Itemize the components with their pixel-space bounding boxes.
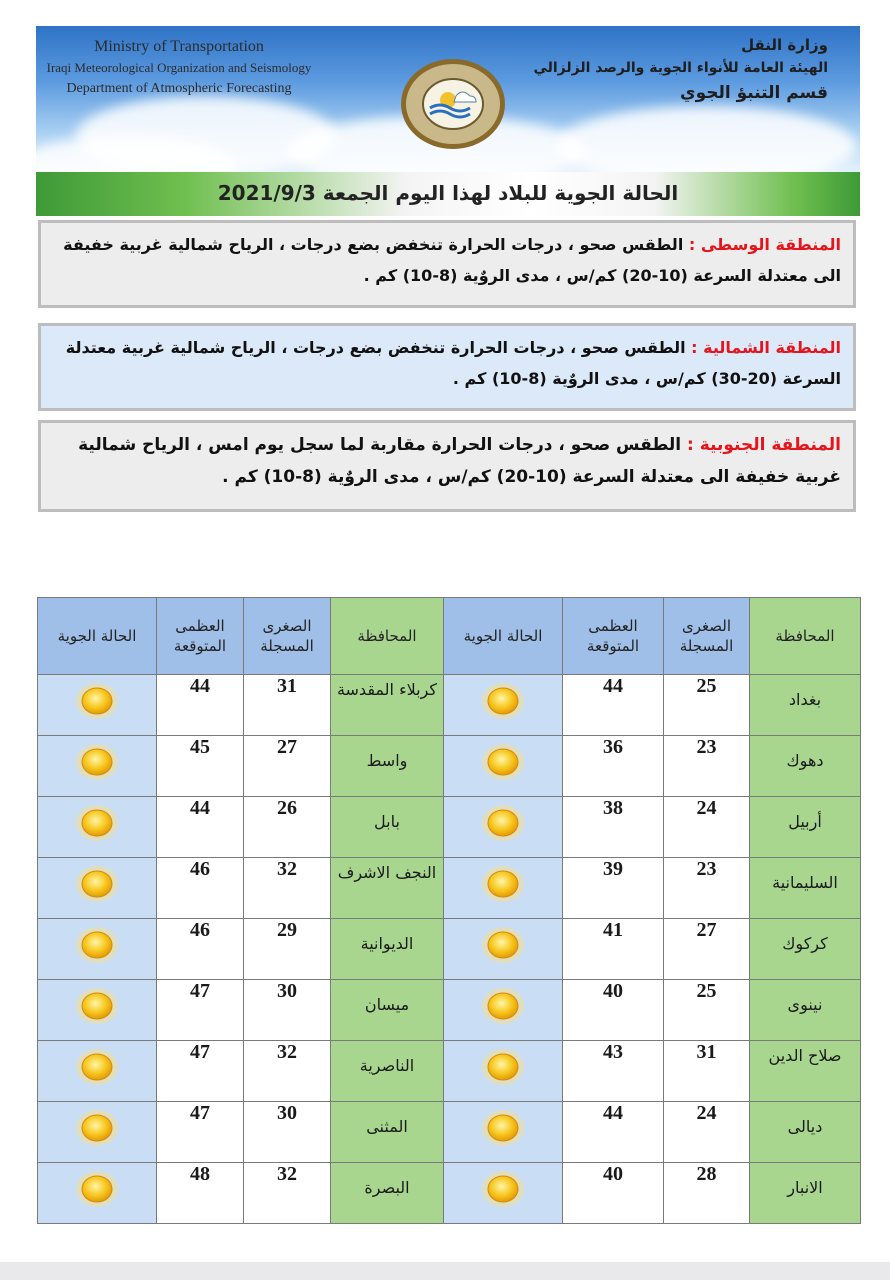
table-row xyxy=(38,675,861,736)
province-cell xyxy=(331,1102,444,1163)
header-max: العظمى المتوقعة xyxy=(563,598,664,675)
sun-icon xyxy=(480,742,526,782)
condition-cell xyxy=(444,858,563,919)
province-name: بابل xyxy=(374,812,400,831)
min-temp-cell: 27 xyxy=(664,919,750,980)
max-temp-cell: 41 xyxy=(563,919,664,980)
condition-cell xyxy=(38,1163,157,1224)
max-temp-cell: 47 xyxy=(157,980,244,1041)
max-temp-cell: 40 xyxy=(563,980,664,1041)
max-temp-cell: 44 xyxy=(157,797,244,858)
province-name: الناصرية xyxy=(359,1056,415,1075)
header-condition: الحالة الجوية xyxy=(38,598,157,675)
sun-icon xyxy=(480,986,526,1026)
sun-icon xyxy=(74,864,120,904)
sun-icon xyxy=(74,1108,120,1148)
province-name: بغداد xyxy=(788,690,822,709)
department-name-ar: قسم التنبؤ الجوي xyxy=(680,83,828,103)
header-min: الصغرى المسجلة xyxy=(244,598,331,675)
province-name: الديوانية xyxy=(360,934,414,953)
header-province: المحافظة xyxy=(750,598,861,675)
province-cell xyxy=(331,797,444,858)
min-temp-cell: 28 xyxy=(664,1163,750,1224)
region-south-text: الطقس صحو ، درجات الحرارة مقاربة لما سجل يوم امس ، الرياح شمالية غربية خفيفة الى معتدلة السرعة (10-20) كم/س ، مدى الروٌية (8-10) كم . xyxy=(78,435,841,487)
province-cell xyxy=(331,675,444,736)
sun-icon xyxy=(74,803,120,843)
province-cell xyxy=(750,919,861,980)
province-cell xyxy=(750,736,861,797)
min-temp-cell: 32 xyxy=(244,1041,331,1102)
province-cell xyxy=(750,858,861,919)
province-name: دهوك xyxy=(786,751,824,770)
min-temp-cell: 25 xyxy=(664,980,750,1041)
cloud-decoration xyxy=(556,106,856,174)
region-north xyxy=(38,323,856,411)
province-name: صلاح الدين xyxy=(768,1046,842,1065)
min-temp-cell: 27 xyxy=(244,736,331,797)
min-temp-cell: 23 xyxy=(664,736,750,797)
max-temp-cell: 39 xyxy=(563,858,664,919)
province-cell xyxy=(750,1102,861,1163)
min-temp-cell: 26 xyxy=(244,797,331,858)
province-cell xyxy=(331,736,444,797)
max-temp-cell: 44 xyxy=(563,675,664,736)
province-name: نينوى xyxy=(787,995,823,1014)
table-row xyxy=(38,1163,861,1224)
max-temp-cell: 46 xyxy=(157,919,244,980)
condition-cell xyxy=(38,736,157,797)
min-temp-cell: 32 xyxy=(244,858,331,919)
region-south-name: المنطقة الجنوبية : xyxy=(687,435,841,455)
table-row xyxy=(38,980,861,1041)
max-temp-cell: 44 xyxy=(157,675,244,736)
max-temp-cell: 36 xyxy=(563,736,664,797)
condition-cell xyxy=(38,980,157,1041)
condition-cell xyxy=(38,919,157,980)
sun-icon xyxy=(74,742,120,782)
sun-icon xyxy=(74,1169,120,1209)
organization-logo xyxy=(398,56,508,152)
sun-icon xyxy=(480,1169,526,1209)
condition-cell xyxy=(444,1041,563,1102)
min-temp-cell: 25 xyxy=(664,675,750,736)
header-arabic-text xyxy=(533,34,828,106)
province-cell xyxy=(331,919,444,980)
page-bottom-edge xyxy=(0,1262,890,1280)
province-name: المثنى xyxy=(366,1117,408,1136)
condition-cell xyxy=(444,980,563,1041)
header-banner xyxy=(36,26,860,174)
min-temp-cell: 29 xyxy=(244,919,331,980)
province-name: البصرة xyxy=(364,1178,410,1197)
sun-icon xyxy=(480,925,526,965)
header-min: الصغرى المسجلة xyxy=(664,598,750,675)
region-central-text: الطقس صحو ، درجات الحرارة تنخفض بضع درجات ، الرياح شمالية غربية خفيفة الى معتدلة السرعة (10-20) كم/س ، مدى الروٌية (8-10) كم . xyxy=(63,235,841,285)
max-temp-cell: 45 xyxy=(157,736,244,797)
table-row xyxy=(38,1041,861,1102)
sun-icon xyxy=(480,1108,526,1148)
min-temp-cell: 30 xyxy=(244,980,331,1041)
table-row xyxy=(38,797,861,858)
region-north-text: الطقس صحو ، درجات الحرارة تنخفض بضع درجات ، الرياح شمالية غربية معتدلة السرعة (20-30) كم/س ، مدى الروٌية (8-10) كم . xyxy=(65,338,841,388)
page-title: الحالة الجوية للبلاد لهذا اليوم الجمعة 2021/9/3 xyxy=(217,181,679,205)
sun-icon xyxy=(480,681,526,721)
condition-cell xyxy=(444,675,563,736)
condition-cell xyxy=(38,675,157,736)
condition-cell xyxy=(38,797,157,858)
region-central xyxy=(38,220,856,308)
table-row xyxy=(38,919,861,980)
header-english-text xyxy=(44,36,314,100)
table-header-row xyxy=(38,598,861,675)
header-max: العظمى المتوقعة xyxy=(157,598,244,675)
title-bar xyxy=(36,172,860,216)
condition-cell xyxy=(38,1102,157,1163)
province-name: أربيل xyxy=(788,812,822,831)
ministry-name-ar: وزارة النقل xyxy=(741,36,828,54)
sun-icon xyxy=(74,925,120,965)
province-name: واسط xyxy=(366,751,408,770)
sun-icon xyxy=(74,986,120,1026)
forecast-table xyxy=(37,597,861,1224)
max-temp-cell: 48 xyxy=(157,1163,244,1224)
min-temp-cell: 31 xyxy=(244,675,331,736)
max-temp-cell: 44 xyxy=(563,1102,664,1163)
sun-icon xyxy=(74,681,120,721)
max-temp-cell: 47 xyxy=(157,1102,244,1163)
sun-icon xyxy=(480,1047,526,1087)
max-temp-cell: 46 xyxy=(157,858,244,919)
region-central-name: المنطقة الوسطى : xyxy=(688,235,841,254)
province-cell xyxy=(750,980,861,1041)
max-temp-cell: 43 xyxy=(563,1041,664,1102)
max-temp-cell: 40 xyxy=(563,1163,664,1224)
table-row xyxy=(38,858,861,919)
condition-cell xyxy=(38,1041,157,1102)
region-south xyxy=(38,420,856,512)
organization-name-en: Iraqi Meteorological Organization and Seismology xyxy=(46,60,312,75)
condition-cell xyxy=(444,1163,563,1224)
min-temp-cell: 24 xyxy=(664,1102,750,1163)
province-cell xyxy=(750,1163,861,1224)
max-temp-cell: 47 xyxy=(157,1041,244,1102)
province-name: الانبار xyxy=(787,1178,823,1197)
min-temp-cell: 30 xyxy=(244,1102,331,1163)
province-cell xyxy=(750,1041,861,1102)
department-name-en: Department of Atmospheric Forecasting xyxy=(66,81,292,96)
sun-icon xyxy=(74,1047,120,1087)
province-name: السليمانية xyxy=(772,873,838,892)
condition-cell xyxy=(444,1102,563,1163)
min-temp-cell: 31 xyxy=(664,1041,750,1102)
sun-icon xyxy=(480,864,526,904)
region-north-name: المنطقة الشمالية : xyxy=(691,338,841,357)
condition-cell xyxy=(38,858,157,919)
province-name: كركوك xyxy=(782,934,828,953)
province-name: كربلاء المقدسة xyxy=(336,680,438,699)
sun-icon xyxy=(480,803,526,843)
province-cell xyxy=(750,675,861,736)
province-cell xyxy=(331,1041,444,1102)
max-temp-cell: 38 xyxy=(563,797,664,858)
header-province: المحافظة xyxy=(331,598,444,675)
condition-cell xyxy=(444,919,563,980)
header-condition: الحالة الجوية xyxy=(444,598,563,675)
min-temp-cell: 23 xyxy=(664,858,750,919)
province-cell xyxy=(331,858,444,919)
condition-cell xyxy=(444,736,563,797)
min-temp-cell: 32 xyxy=(244,1163,331,1224)
province-name: ديالى xyxy=(787,1117,823,1136)
province-name: ميسان xyxy=(364,995,410,1014)
ministry-name-en: Ministry of Transportation xyxy=(94,38,264,55)
province-cell xyxy=(331,980,444,1041)
province-name: النجف الاشرف xyxy=(337,863,437,882)
table-row xyxy=(38,1102,861,1163)
condition-cell xyxy=(444,797,563,858)
forecast-table-body xyxy=(38,675,861,1224)
province-cell xyxy=(750,797,861,858)
min-temp-cell: 24 xyxy=(664,797,750,858)
province-cell xyxy=(331,1163,444,1224)
organization-name-ar: الهيئة العامة للأنواء الجوية والرصد الزلزالي xyxy=(533,60,828,76)
table-row xyxy=(38,736,861,797)
